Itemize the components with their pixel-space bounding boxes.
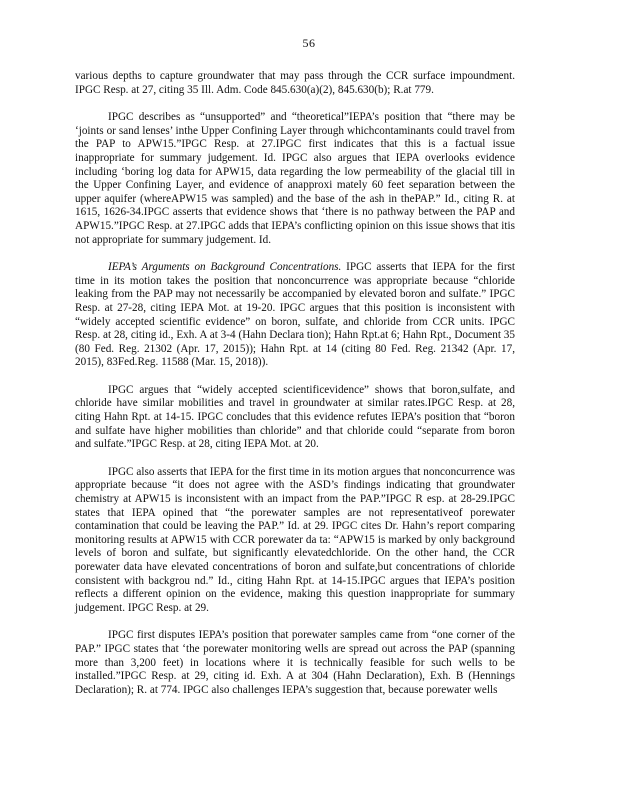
paragraph-3 bbox=[75, 261, 515, 370]
paragraph-5: IPGC also asserts that IEPA for the first time in its motion argues that nonconcurrence was appropriate because “it does not agree with the ASD’s findings indicating that groundwater chemistry at APW15 is inconsistent with an impact from the PAP.”IPGC R esp. at 28-29.IPGC states that IEPA opined that “the porewater samples are not representativeof porewater contamination that could be leaving the PAP.” Id. at 29. IPGC cites Dr. Hahn’s report comparing monitoring results at APW15 with CCR porewater da ta: “APW15 is marked by only background levels of boron and sulfate, but significantly elevatedchloride. On the other hand, the CCR porewater data have elevated concentrations of boron and sulfate,but concentrations of chloride consistent with backgrou nd.” Id., citing Hahn Rpt. at 14-15.IPGC argues that IEPA’s position reflects a different opinion on the evidence, making this question inappropriate for summary judgement. IPGC Resp. at 29. bbox=[75, 465, 515, 614]
body-text bbox=[75, 70, 515, 711]
page-number: 56 bbox=[302, 36, 316, 50]
paragraph-3-text: IPGC asserts that IEPA for the first time in its motion takes the position that nonconcurrence was appropriate because “chloride leaking from the PAP may not necessarily be accompanied by elevated boron and sulfate.” IPGC Resp. at 27-28, citing IEPA Mot. at 19-20. IPGC argues that this position is inconsistent with “widely accepted scientific evidence” on boron, sulfate, and chloride from CCR units. IPGC Resp. at 28, citing id., Exh. A at 3-4 (Hahn Declara tion); Hahn Rpt.at 6; Hahn Rpt., Document 35 (80 Fed. Reg. 21302 (Apr. 17, 2015)); Hahn Rpt. at 14 (citing 80 Fed. Reg. 21342 (Apr. 17, 2015), 83Fed.Reg. 11588 (Mar. 15, 2018)). bbox=[75, 261, 516, 369]
paragraph-6: IPGC first disputes IEPA’s position that porewater samples came from “one corner of the PAP.” IPGC states that ‘the porewater monitoring wells are spread out across the PAP (spanning more than 3,200 feet) in locations where it is technically feasible for such wells to be installed.”IPGC Resp. at 29, citing id. Exh. A at 304 (Hahn Declaration), Exh. B (Hennings Declaration); R. at 774. IPGC also challenges IEPA’s suggestion that, because porewater wells bbox=[75, 629, 515, 696]
paragraph-1: various depths to capture groundwater that may pass through the CCR surface impoundment. IPGC Resp. at 27, citing 35 Ill. Adm. Code 845.630(a)(2), 845.630(b); R.at 779. bbox=[75, 70, 515, 96]
paragraph-2: IPGC describes as “unsupported” and “theoretical”IEPA’s position that “there may be ‘joints or sand lenses’ inthe Upper Confining Layer through whichcontaminants could travel from the PAP to APW15.”IPGC Resp. at 27.IPGC first indicates that this is a factual issue inappropriate for summary judgement. Id. IPGC also argues that IEPA overlooks evidence including ‘boring log data for APW15, data regarding the low permeability of the glacial till in the Upper Confining Layer, and evidence of anapproxi mately 60 feet separation between the upper aquifer (whereAPW15 was sampled) and the base of the ash in thePAP.” Id., citing R. at 1615, 1626-34.IPGC asserts that evidence shows that ‘there is no pathway between the PAP and APW15.”IPGC Resp. at 27.IPGC adds that IEPA’s conflicting opinion on this issue shows that itis not appropriate for summary judgement. Id. bbox=[75, 111, 515, 246]
section-heading: IEPA’s Arguments on Background Concentrations. bbox=[108, 261, 342, 274]
paragraph-4: IPGC argues that “widely accepted scientificevidence” shows that boron,sulfate, and chloride have similar mobilities and travel in groundwater at similar rates.IPGC Resp. at 28, citing Hahn Rpt. at 14-15. IPGC concludes that this evidence refutes IEPA’s position that “boron and sulfate have higher mobilities than chloride” and that chloride could “separate from boron and sulfate.”IPGC Resp. at 28, citing IEPA Mot. at 20. bbox=[75, 383, 515, 451]
